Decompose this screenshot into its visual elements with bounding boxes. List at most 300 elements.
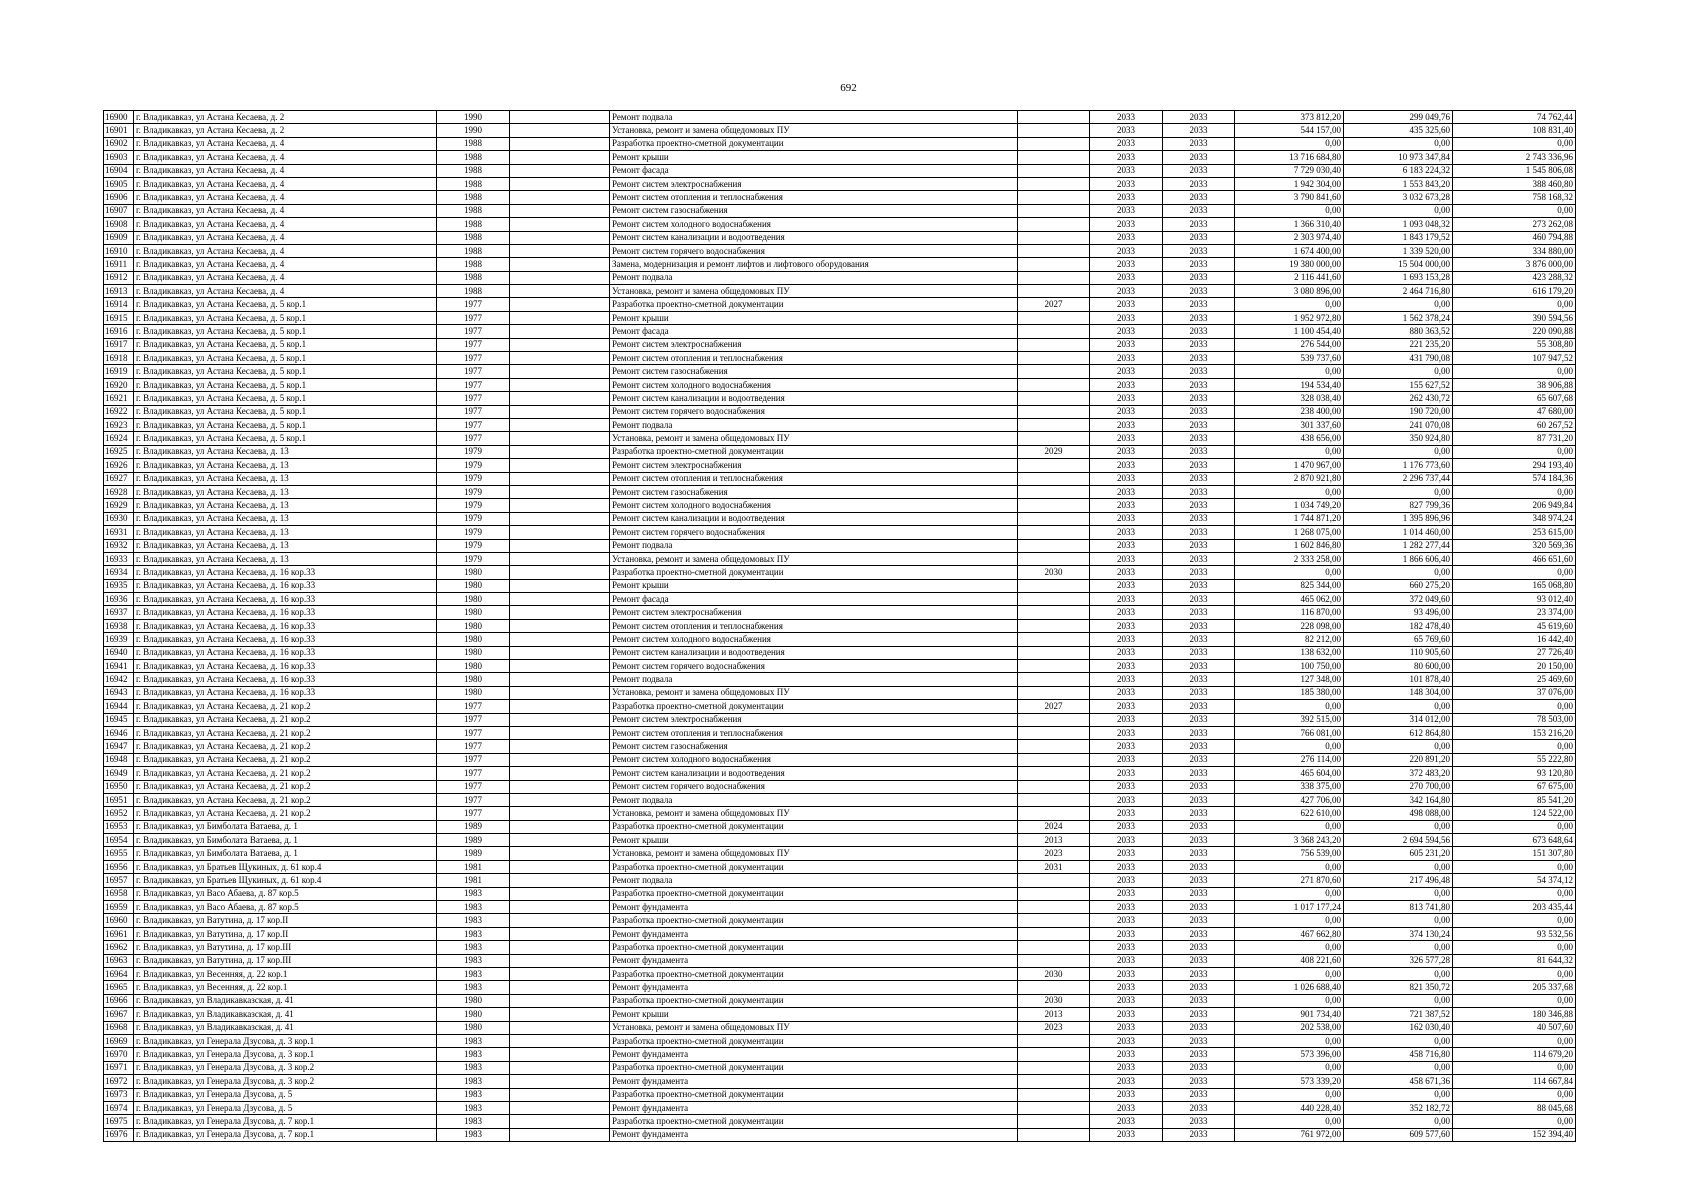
cell-fund-cost: 374 130,24 xyxy=(1344,927,1453,940)
table-row xyxy=(104,472,1576,485)
cell-start-year: 2033 xyxy=(1090,164,1163,177)
cell-planned-year xyxy=(1018,311,1090,324)
cell-work-type: Ремонт фасада xyxy=(610,593,1018,606)
cell-work-type: Ремонт систем отопления и теплоснабжения xyxy=(610,472,1018,485)
table-row xyxy=(104,432,1576,445)
cell-fund-cost: 660 275,20 xyxy=(1344,579,1453,592)
cell-blank-column xyxy=(510,258,610,271)
cell-start-year: 2033 xyxy=(1090,392,1163,405)
cell-build-year: 1983 xyxy=(437,968,510,981)
cell-build-year: 1977 xyxy=(437,352,510,365)
table-row xyxy=(104,137,1576,150)
cell-end-year: 2033 xyxy=(1163,151,1235,164)
cell-fund-cost: 162 030,40 xyxy=(1344,1021,1453,1034)
cell-owner-cost: 74 762,44 xyxy=(1453,111,1576,124)
cell-total-cost: 756 539,00 xyxy=(1235,847,1344,860)
cell-fund-cost: 352 182,72 xyxy=(1344,1101,1453,1114)
cell-blank-column xyxy=(510,619,610,632)
table-row xyxy=(104,392,1576,405)
cell-total-cost: 0,00 xyxy=(1235,740,1344,753)
cell-row-number: 16930 xyxy=(104,512,134,525)
cell-work-type: Ремонт подвала xyxy=(610,111,1018,124)
cell-start-year: 2033 xyxy=(1090,1008,1163,1021)
cell-planned-year xyxy=(1018,137,1090,150)
cell-end-year: 2033 xyxy=(1163,767,1235,780)
cell-planned-year xyxy=(1018,244,1090,257)
cell-total-cost: 1 744 871,20 xyxy=(1235,512,1344,525)
cell-build-year: 1983 xyxy=(437,981,510,994)
table-row xyxy=(104,887,1576,900)
cell-fund-cost: 93 496,00 xyxy=(1344,606,1453,619)
cell-row-number: 16939 xyxy=(104,633,134,646)
cell-fund-cost: 1 843 179,52 xyxy=(1344,231,1453,244)
cell-work-type: Ремонт фундамента xyxy=(610,1075,1018,1088)
table-row xyxy=(104,981,1576,994)
cell-total-cost: 194 534,40 xyxy=(1235,378,1344,391)
table-row xyxy=(104,1061,1576,1074)
cell-build-year: 1980 xyxy=(437,566,510,579)
cell-start-year: 2033 xyxy=(1090,445,1163,458)
cell-start-year: 2033 xyxy=(1090,780,1163,793)
cell-row-number: 16925 xyxy=(104,445,134,458)
cell-planned-year xyxy=(1018,177,1090,190)
cell-owner-cost: 0,00 xyxy=(1453,204,1576,217)
table-row xyxy=(104,994,1576,1007)
cell-owner-cost: 107 947,52 xyxy=(1453,352,1576,365)
cell-row-number: 16968 xyxy=(104,1021,134,1034)
cell-build-year: 1980 xyxy=(437,1008,510,1021)
cell-blank-column xyxy=(510,392,610,405)
cell-row-number: 16903 xyxy=(104,151,134,164)
cell-owner-cost: 153 216,20 xyxy=(1453,726,1576,739)
cell-address: г. Владикавказ, ул Астана Кесаева, д. 4 xyxy=(134,258,437,271)
cell-row-number: 16946 xyxy=(104,726,134,739)
cell-address: г. Владикавказ, ул Генерала Дзусова, д. 7 кор.1 xyxy=(134,1128,437,1141)
cell-row-number: 16941 xyxy=(104,660,134,673)
cell-fund-cost: 0,00 xyxy=(1344,914,1453,927)
table-row xyxy=(104,593,1576,606)
cell-planned-year xyxy=(1018,633,1090,646)
cell-row-number: 16965 xyxy=(104,981,134,994)
cell-end-year: 2033 xyxy=(1163,994,1235,1007)
cell-planned-year xyxy=(1018,619,1090,632)
cell-end-year: 2033 xyxy=(1163,1008,1235,1021)
cell-row-number: 16907 xyxy=(104,204,134,217)
cell-address: г. Владикавказ, ул Астана Кесаева, д. 13 xyxy=(134,512,437,525)
cell-row-number: 16961 xyxy=(104,927,134,940)
cell-total-cost: 116 870,00 xyxy=(1235,606,1344,619)
cell-work-type: Ремонт систем электроснабжения xyxy=(610,177,1018,190)
cell-total-cost: 766 081,00 xyxy=(1235,726,1344,739)
cell-planned-year xyxy=(1018,780,1090,793)
cell-total-cost: 0,00 xyxy=(1235,820,1344,833)
cell-build-year: 1989 xyxy=(437,847,510,860)
cell-planned-year xyxy=(1018,124,1090,137)
table-row xyxy=(104,298,1576,311)
cell-total-cost: 19 380 000,00 xyxy=(1235,258,1344,271)
cell-build-year: 1977 xyxy=(437,298,510,311)
cell-fund-cost: 0,00 xyxy=(1344,566,1453,579)
cell-total-cost: 1 026 688,40 xyxy=(1235,981,1344,994)
cell-start-year: 2033 xyxy=(1090,847,1163,860)
cell-end-year: 2033 xyxy=(1163,1034,1235,1047)
cell-work-type: Ремонт систем газоснабжения xyxy=(610,740,1018,753)
cell-fund-cost: 217 496,48 xyxy=(1344,874,1453,887)
cell-total-cost: 82 212,00 xyxy=(1235,633,1344,646)
cell-address: г. Владикавказ, ул Астана Кесаева, д. 5 кор.1 xyxy=(134,392,437,405)
cell-blank-column xyxy=(510,539,610,552)
cell-total-cost: 0,00 xyxy=(1235,914,1344,927)
cell-fund-cost: 0,00 xyxy=(1344,860,1453,873)
cell-address: г. Владикавказ, ул Астана Кесаева, д. 5 кор.1 xyxy=(134,405,437,418)
cell-planned-year xyxy=(1018,512,1090,525)
cell-row-number: 16920 xyxy=(104,378,134,391)
table-row xyxy=(104,231,1576,244)
cell-owner-cost: 423 288,32 xyxy=(1453,271,1576,284)
cell-blank-column xyxy=(510,941,610,954)
cell-row-number: 16958 xyxy=(104,887,134,900)
table-row xyxy=(104,820,1576,833)
cell-end-year: 2033 xyxy=(1163,231,1235,244)
cell-start-year: 2033 xyxy=(1090,1101,1163,1114)
cell-work-type: Ремонт систем холодного водоснабжения xyxy=(610,218,1018,231)
cell-owner-cost: 206 949,84 xyxy=(1453,499,1576,512)
cell-address: г. Владикавказ, ул Братьев Щукиных, д. 61 кор.4 xyxy=(134,860,437,873)
cell-row-number: 16910 xyxy=(104,244,134,257)
cell-work-type: Установка, ремонт и замена общедомовых ПУ xyxy=(610,552,1018,565)
cell-start-year: 2033 xyxy=(1090,927,1163,940)
cell-fund-cost: 2 464 716,80 xyxy=(1344,285,1453,298)
cell-end-year: 2033 xyxy=(1163,298,1235,311)
cell-fund-cost: 101 878,40 xyxy=(1344,673,1453,686)
cell-build-year: 1980 xyxy=(437,1021,510,1034)
cell-end-year: 2033 xyxy=(1163,673,1235,686)
cell-address: г. Владикавказ, ул Генерала Дзусова, д. 3 кор.2 xyxy=(134,1061,437,1074)
cell-row-number: 16928 xyxy=(104,485,134,498)
cell-planned-year xyxy=(1018,660,1090,673)
cell-start-year: 2033 xyxy=(1090,914,1163,927)
cell-end-year: 2033 xyxy=(1163,1075,1235,1088)
table-row xyxy=(104,726,1576,739)
cell-blank-column xyxy=(510,1021,610,1034)
cell-owner-cost: 466 651,60 xyxy=(1453,552,1576,565)
cell-end-year: 2033 xyxy=(1163,1115,1235,1128)
cell-address: г. Владикавказ, ул Астана Кесаева, д. 16 кор.33 xyxy=(134,606,437,619)
cell-fund-cost: 1 395 896,96 xyxy=(1344,512,1453,525)
cell-address: г. Владикавказ, ул Братьев Щукиных, д. 61 кор.4 xyxy=(134,874,437,887)
cell-work-type: Ремонт систем отопления и теплоснабжения xyxy=(610,726,1018,739)
cell-build-year: 1988 xyxy=(437,177,510,190)
cell-start-year: 2033 xyxy=(1090,740,1163,753)
table-row xyxy=(104,767,1576,780)
table-row xyxy=(104,418,1576,431)
cell-build-year: 1980 xyxy=(437,660,510,673)
cell-end-year: 2033 xyxy=(1163,191,1235,204)
cell-owner-cost: 0,00 xyxy=(1453,137,1576,150)
cell-start-year: 2033 xyxy=(1090,874,1163,887)
cell-build-year: 1977 xyxy=(437,338,510,351)
cell-blank-column xyxy=(510,847,610,860)
cell-owner-cost: 334 880,00 xyxy=(1453,244,1576,257)
cell-planned-year xyxy=(1018,1128,1090,1141)
cell-address: г. Владикавказ, ул Астана Кесаева, д. 2 xyxy=(134,124,437,137)
cell-start-year: 2033 xyxy=(1090,311,1163,324)
cell-address: г. Владикавказ, ул Астана Кесаева, д. 16 кор.33 xyxy=(134,673,437,686)
table-row xyxy=(104,793,1576,806)
cell-planned-year: 2013 xyxy=(1018,1008,1090,1021)
cell-work-type: Ремонт фундамента xyxy=(610,1128,1018,1141)
cell-fund-cost: 0,00 xyxy=(1344,887,1453,900)
table-row xyxy=(104,338,1576,351)
cell-end-year: 2033 xyxy=(1163,847,1235,860)
cell-build-year: 1979 xyxy=(437,526,510,539)
cell-start-year: 2033 xyxy=(1090,767,1163,780)
cell-row-number: 16954 xyxy=(104,834,134,847)
cell-total-cost: 328 038,40 xyxy=(1235,392,1344,405)
cell-owner-cost: 0,00 xyxy=(1453,1115,1576,1128)
cell-start-year: 2033 xyxy=(1090,700,1163,713)
cell-blank-column xyxy=(510,633,610,646)
cell-row-number: 16917 xyxy=(104,338,134,351)
cell-build-year: 1983 xyxy=(437,954,510,967)
cell-total-cost: 185 380,00 xyxy=(1235,686,1344,699)
cell-fund-cost: 609 577,60 xyxy=(1344,1128,1453,1141)
cell-build-year: 1981 xyxy=(437,860,510,873)
cell-work-type: Разработка проектно-сметной документации xyxy=(610,914,1018,927)
table-row xyxy=(104,753,1576,766)
table-row xyxy=(104,539,1576,552)
cell-total-cost: 0,00 xyxy=(1235,485,1344,498)
cell-planned-year xyxy=(1018,686,1090,699)
cell-planned-year xyxy=(1018,673,1090,686)
cell-fund-cost: 821 350,72 xyxy=(1344,981,1453,994)
cell-build-year: 1977 xyxy=(437,311,510,324)
cell-work-type: Разработка проектно-сметной документации xyxy=(610,445,1018,458)
cell-row-number: 16933 xyxy=(104,552,134,565)
table-row xyxy=(104,847,1576,860)
cell-address: г. Владикавказ, ул Васо Абаева, д. 87 кор.5 xyxy=(134,887,437,900)
cell-build-year: 1988 xyxy=(437,285,510,298)
cell-total-cost: 465 062,00 xyxy=(1235,593,1344,606)
cell-end-year: 2033 xyxy=(1163,646,1235,659)
cell-row-number: 16957 xyxy=(104,874,134,887)
cell-fund-cost: 10 973 347,84 xyxy=(1344,151,1453,164)
cell-address: г. Владикавказ, ул Астана Кесаева, д. 5 кор.1 xyxy=(134,418,437,431)
cell-planned-year xyxy=(1018,726,1090,739)
cell-row-number: 16900 xyxy=(104,111,134,124)
cell-start-year: 2033 xyxy=(1090,793,1163,806)
cell-owner-cost: 574 184,36 xyxy=(1453,472,1576,485)
cell-row-number: 16909 xyxy=(104,231,134,244)
cell-build-year: 1983 xyxy=(437,887,510,900)
cell-address: г. Владикавказ, ул Астана Кесаева, д. 13 xyxy=(134,459,437,472)
cell-address: г. Владикавказ, ул Астана Кесаева, д. 4 xyxy=(134,177,437,190)
table-row xyxy=(104,968,1576,981)
cell-total-cost: 276 114,00 xyxy=(1235,753,1344,766)
cell-end-year: 2033 xyxy=(1163,378,1235,391)
cell-blank-column xyxy=(510,700,610,713)
cell-blank-column xyxy=(510,968,610,981)
cell-owner-cost: 47 680,00 xyxy=(1453,405,1576,418)
table-row xyxy=(104,807,1576,820)
cell-build-year: 1988 xyxy=(437,271,510,284)
cell-owner-cost: 0,00 xyxy=(1453,298,1576,311)
cell-blank-column xyxy=(510,780,610,793)
cell-start-year: 2033 xyxy=(1090,499,1163,512)
cell-row-number: 16918 xyxy=(104,352,134,365)
table-row xyxy=(104,579,1576,592)
cell-fund-cost: 221 235,20 xyxy=(1344,338,1453,351)
cell-total-cost: 392 515,00 xyxy=(1235,713,1344,726)
cell-planned-year xyxy=(1018,1088,1090,1101)
cell-owner-cost: 0,00 xyxy=(1453,994,1576,1007)
cell-end-year: 2033 xyxy=(1163,820,1235,833)
cell-build-year: 1980 xyxy=(437,686,510,699)
cell-total-cost: 0,00 xyxy=(1235,700,1344,713)
cell-planned-year xyxy=(1018,539,1090,552)
table-row xyxy=(104,218,1576,231)
cell-end-year: 2033 xyxy=(1163,700,1235,713)
cell-start-year: 2033 xyxy=(1090,204,1163,217)
cell-owner-cost: 1 545 806,08 xyxy=(1453,164,1576,177)
cell-total-cost: 276 544,00 xyxy=(1235,338,1344,351)
cell-address: г. Владикавказ, ул Астана Кесаева, д. 4 xyxy=(134,231,437,244)
cell-row-number: 16924 xyxy=(104,432,134,445)
cell-work-type: Установка, ремонт и замена общедомовых ПУ xyxy=(610,807,1018,820)
cell-start-year: 2033 xyxy=(1090,901,1163,914)
cell-end-year: 2033 xyxy=(1163,1021,1235,1034)
cell-build-year: 1977 xyxy=(437,325,510,338)
cell-address: г. Владикавказ, ул Астана Кесаева, д. 5 кор.1 xyxy=(134,338,437,351)
cell-blank-column xyxy=(510,981,610,994)
cell-start-year: 2033 xyxy=(1090,111,1163,124)
cell-start-year: 2033 xyxy=(1090,352,1163,365)
cell-row-number: 16967 xyxy=(104,1008,134,1021)
cell-address: г. Владикавказ, ул Астана Кесаева, д. 5 кор.1 xyxy=(134,378,437,391)
cell-work-type: Ремонт фундамента xyxy=(610,901,1018,914)
cell-planned-year xyxy=(1018,418,1090,431)
cell-planned-year xyxy=(1018,1061,1090,1074)
cell-build-year: 1983 xyxy=(437,1088,510,1101)
cell-build-year: 1988 xyxy=(437,244,510,257)
table-row xyxy=(104,499,1576,512)
cell-start-year: 2033 xyxy=(1090,459,1163,472)
cell-end-year: 2033 xyxy=(1163,392,1235,405)
cell-planned-year xyxy=(1018,807,1090,820)
cell-owner-cost: 114 679,20 xyxy=(1453,1048,1576,1061)
cell-address: г. Владикавказ, ул Генерала Дзусова, д. 7 кор.1 xyxy=(134,1115,437,1128)
cell-row-number: 16948 xyxy=(104,753,134,766)
cell-start-year: 2033 xyxy=(1090,1088,1163,1101)
cell-blank-column xyxy=(510,914,610,927)
cell-row-number: 16915 xyxy=(104,311,134,324)
cell-row-number: 16974 xyxy=(104,1101,134,1114)
table-row xyxy=(104,1008,1576,1021)
cell-address: г. Владикавказ, ул Генерала Дзусова, д. 5 xyxy=(134,1088,437,1101)
cell-row-number: 16929 xyxy=(104,499,134,512)
cell-fund-cost: 326 577,28 xyxy=(1344,954,1453,967)
cell-end-year: 2033 xyxy=(1163,1048,1235,1061)
cell-total-cost: 573 396,00 xyxy=(1235,1048,1344,1061)
cell-address: г. Владикавказ, ул Весенняя, д. 22 кор.1 xyxy=(134,968,437,981)
cell-fund-cost: 0,00 xyxy=(1344,1061,1453,1074)
cell-owner-cost: 0,00 xyxy=(1453,485,1576,498)
cell-blank-column xyxy=(510,298,610,311)
cell-fund-cost: 1 176 773,60 xyxy=(1344,459,1453,472)
cell-total-cost: 2 870 921,80 xyxy=(1235,472,1344,485)
cell-total-cost: 1 602 846,80 xyxy=(1235,539,1344,552)
cell-build-year: 1983 xyxy=(437,927,510,940)
cell-build-year: 1983 xyxy=(437,914,510,927)
cell-work-type: Ремонт подвала xyxy=(610,539,1018,552)
cell-fund-cost: 314 012,00 xyxy=(1344,713,1453,726)
table-row xyxy=(104,1088,1576,1101)
cell-planned-year xyxy=(1018,365,1090,378)
cell-build-year: 1977 xyxy=(437,753,510,766)
cell-end-year: 2033 xyxy=(1163,244,1235,257)
cell-planned-year xyxy=(1018,432,1090,445)
cell-start-year: 2033 xyxy=(1090,365,1163,378)
cell-build-year: 1977 xyxy=(437,405,510,418)
cell-fund-cost: 190 720,00 xyxy=(1344,405,1453,418)
table-row xyxy=(104,285,1576,298)
cell-work-type: Ремонт систем газоснабжения xyxy=(610,204,1018,217)
table-row xyxy=(104,660,1576,673)
cell-fund-cost: 0,00 xyxy=(1344,485,1453,498)
cell-build-year: 1977 xyxy=(437,713,510,726)
table-row xyxy=(104,244,1576,257)
cell-end-year: 2033 xyxy=(1163,418,1235,431)
cell-row-number: 16969 xyxy=(104,1034,134,1047)
cell-total-cost: 338 375,00 xyxy=(1235,780,1344,793)
cell-work-type: Ремонт подвала xyxy=(610,271,1018,284)
cell-end-year: 2033 xyxy=(1163,593,1235,606)
cell-total-cost: 901 734,40 xyxy=(1235,1008,1344,1021)
cell-planned-year xyxy=(1018,887,1090,900)
cell-owner-cost: 40 507,60 xyxy=(1453,1021,1576,1034)
cell-end-year: 2033 xyxy=(1163,793,1235,806)
cell-work-type: Ремонт фундамента xyxy=(610,1048,1018,1061)
cell-owner-cost: 60 267,52 xyxy=(1453,418,1576,431)
cell-owner-cost: 0,00 xyxy=(1453,941,1576,954)
cell-row-number: 16906 xyxy=(104,191,134,204)
cell-start-year: 2033 xyxy=(1090,753,1163,766)
cell-work-type: Ремонт систем горячего водоснабжения xyxy=(610,405,1018,418)
table-row xyxy=(104,646,1576,659)
cell-work-type: Ремонт систем горячего водоснабжения xyxy=(610,244,1018,257)
cell-end-year: 2033 xyxy=(1163,365,1235,378)
cell-start-year: 2033 xyxy=(1090,887,1163,900)
cell-planned-year xyxy=(1018,378,1090,391)
cell-address: г. Владикавказ, ул Астана Кесаева, д. 13 xyxy=(134,552,437,565)
cell-start-year: 2033 xyxy=(1090,258,1163,271)
cell-start-year: 2033 xyxy=(1090,285,1163,298)
cell-planned-year xyxy=(1018,191,1090,204)
cell-blank-column xyxy=(510,606,610,619)
cell-row-number: 16916 xyxy=(104,325,134,338)
cell-total-cost: 13 716 684,80 xyxy=(1235,151,1344,164)
cell-planned-year xyxy=(1018,753,1090,766)
cell-total-cost: 0,00 xyxy=(1235,1115,1344,1128)
cell-planned-year xyxy=(1018,271,1090,284)
cell-owner-cost: 124 522,00 xyxy=(1453,807,1576,820)
cell-planned-year: 2013 xyxy=(1018,834,1090,847)
cell-end-year: 2033 xyxy=(1163,914,1235,927)
table-row xyxy=(104,874,1576,887)
cell-blank-column xyxy=(510,485,610,498)
cell-owner-cost: 25 469,60 xyxy=(1453,673,1576,686)
table-row xyxy=(104,566,1576,579)
